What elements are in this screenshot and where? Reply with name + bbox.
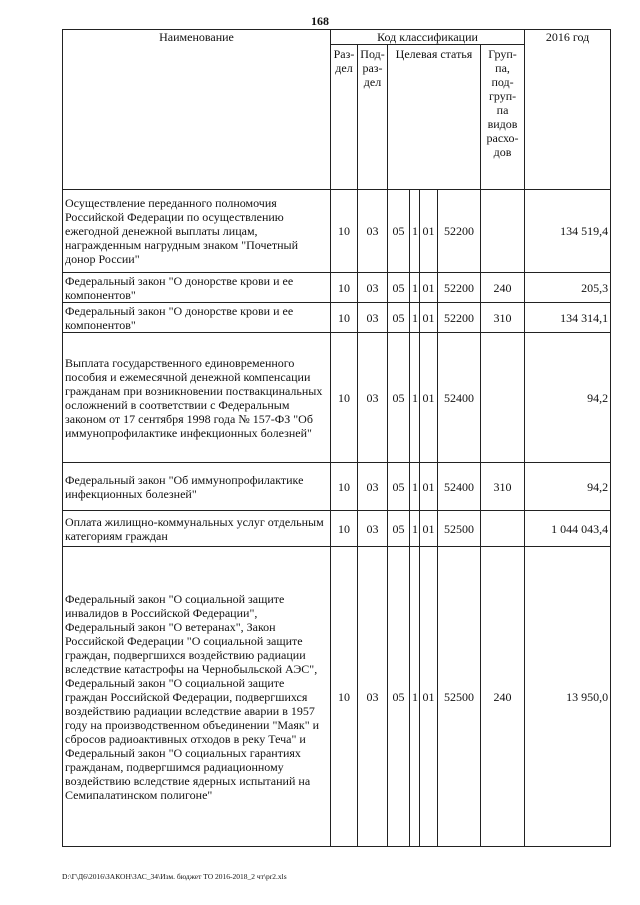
row-podrazdel: 03 (358, 511, 388, 547)
row-razdel: 10 (331, 273, 358, 303)
table-row (63, 303, 611, 333)
row-target-program: 05 (388, 547, 410, 847)
row-target-event: 01 (420, 333, 438, 463)
row-amount: 13 950,0 (525, 547, 611, 847)
row-podrazdel: 03 (358, 303, 388, 333)
row-target-subprogram: 1 (410, 547, 420, 847)
row-target-subprogram: 1 (410, 333, 420, 463)
table-row (63, 511, 611, 547)
row-target-direction: 52400 (438, 463, 481, 511)
row-razdel: 10 (331, 190, 358, 273)
row-amount: 134 519,4 (525, 190, 611, 273)
row-name: Федеральный закон "О донорстве крови и ее компонентов" (63, 273, 331, 303)
row-razdel: 10 (331, 333, 358, 463)
row-podrazdel: 03 (358, 463, 388, 511)
row-podrazdel: 03 (358, 273, 388, 303)
table-row (63, 333, 611, 463)
row-target-direction: 52200 (438, 190, 481, 273)
row-target-direction: 52500 (438, 511, 481, 547)
row-target-program: 05 (388, 273, 410, 303)
row-target-event: 01 (420, 547, 438, 847)
row-expense-group: 310 (481, 303, 525, 333)
row-target-direction: 52400 (438, 333, 481, 463)
header-year: 2016 год (525, 30, 611, 190)
row-name: Выплата государственного единовременного пособия и ежемесячной денежной компенсации гражданам при возникновении поствакцинальных осложнений в соответствии с Федеральным законом от 17 сентября 1998 года № 157-ФЗ "Об иммунопрофилактике инфекционных болезней" (63, 333, 331, 463)
row-razdel: 10 (331, 463, 358, 511)
row-target-program: 05 (388, 511, 410, 547)
page-number: 168 (311, 14, 329, 28)
row-target-event: 01 (420, 511, 438, 547)
row-target-direction: 52200 (438, 273, 481, 303)
file-path-footer: D:\Г\Д6\2016\ЗАКОН\ЗАС_34\Изм. бюджет ТО 2016-2018_2 чт\pr2.xls (62, 872, 287, 881)
header-expense-group: Груп- па, под- груп- па видов расхо- дов (481, 45, 525, 190)
table-row (63, 273, 611, 303)
row-target-event: 01 (420, 463, 438, 511)
row-target-subprogram: 1 (410, 190, 420, 273)
row-target-program: 05 (388, 303, 410, 333)
row-podrazdel: 03 (358, 547, 388, 847)
row-amount: 1 044 043,4 (525, 511, 611, 547)
row-name: Оплата жилищно-коммунальных услуг отдельным категориям граждан (63, 511, 331, 547)
row-target-subprogram: 1 (410, 463, 420, 511)
row-target-direction: 52200 (438, 303, 481, 333)
row-podrazdel: 03 (358, 190, 388, 273)
table-row (63, 463, 611, 511)
row-target-program: 05 (388, 190, 410, 273)
row-razdel: 10 (331, 511, 358, 547)
row-target-event: 01 (420, 273, 438, 303)
row-name: Осуществление переданного полномочия Российской Федерации по осуществлению ежегодной денежной выплаты лицам, награжденным нагрудным знаком "Почетный донор России" (63, 190, 331, 273)
row-amount: 205,3 (525, 273, 611, 303)
table-row (63, 190, 611, 273)
row-podrazdel: 03 (358, 333, 388, 463)
row-target-program: 05 (388, 463, 410, 511)
row-amount: 94,2 (525, 333, 611, 463)
row-target-subprogram: 1 (410, 273, 420, 303)
row-amount: 134 314,1 (525, 303, 611, 333)
header-podrazdel: Под- раз- дел (358, 45, 388, 190)
row-target-event: 01 (420, 303, 438, 333)
header-target-article: Целевая статья (388, 45, 481, 190)
row-target-subprogram: 1 (410, 511, 420, 547)
row-expense-group: 240 (481, 273, 525, 303)
budget-table (62, 29, 611, 847)
row-name: Федеральный закон "О донорстве крови и ее компонентов" (63, 303, 331, 333)
row-expense-group (481, 190, 525, 273)
header-razdel: Раз- дел (331, 45, 358, 190)
header-classification-code: Код классификации (331, 30, 525, 45)
header-name: Наименование (63, 30, 331, 190)
row-name: Федеральный закон "О социальной защите инвалидов в Российской Федерации", Федеральный закон "О ветеранах", Закон Российской Федерации "О социальной защите граждан, подвергшихся воздействию радиации вследствие катастрофы на Чернобыльской АЭС", Федеральный закон "О социальной защите граждан Российской Федерации, подвергшихся воздействию радиации вследствие аварии в 1957 году на производственном объединении "Маяк" и сбросов радиоактивных отходов в реку Теча" и Федеральный закон "О социальных гарантиях гражданам, подвергшимся радиационному воздействию вследствие ядерных испытаний на Семипалатинском полигоне" (63, 547, 331, 847)
row-amount: 94,2 (525, 463, 611, 511)
row-razdel: 10 (331, 547, 358, 847)
row-name: Федеральный закон "Об иммунопрофилактике инфекционных болезней" (63, 463, 331, 511)
row-expense-group (481, 333, 525, 463)
row-target-subprogram: 1 (410, 303, 420, 333)
row-expense-group (481, 511, 525, 547)
row-target-direction: 52500 (438, 547, 481, 847)
table-row (63, 547, 611, 847)
row-razdel: 10 (331, 303, 358, 333)
row-target-event: 01 (420, 190, 438, 273)
row-expense-group: 310 (481, 463, 525, 511)
row-expense-group: 240 (481, 547, 525, 847)
row-target-program: 05 (388, 333, 410, 463)
